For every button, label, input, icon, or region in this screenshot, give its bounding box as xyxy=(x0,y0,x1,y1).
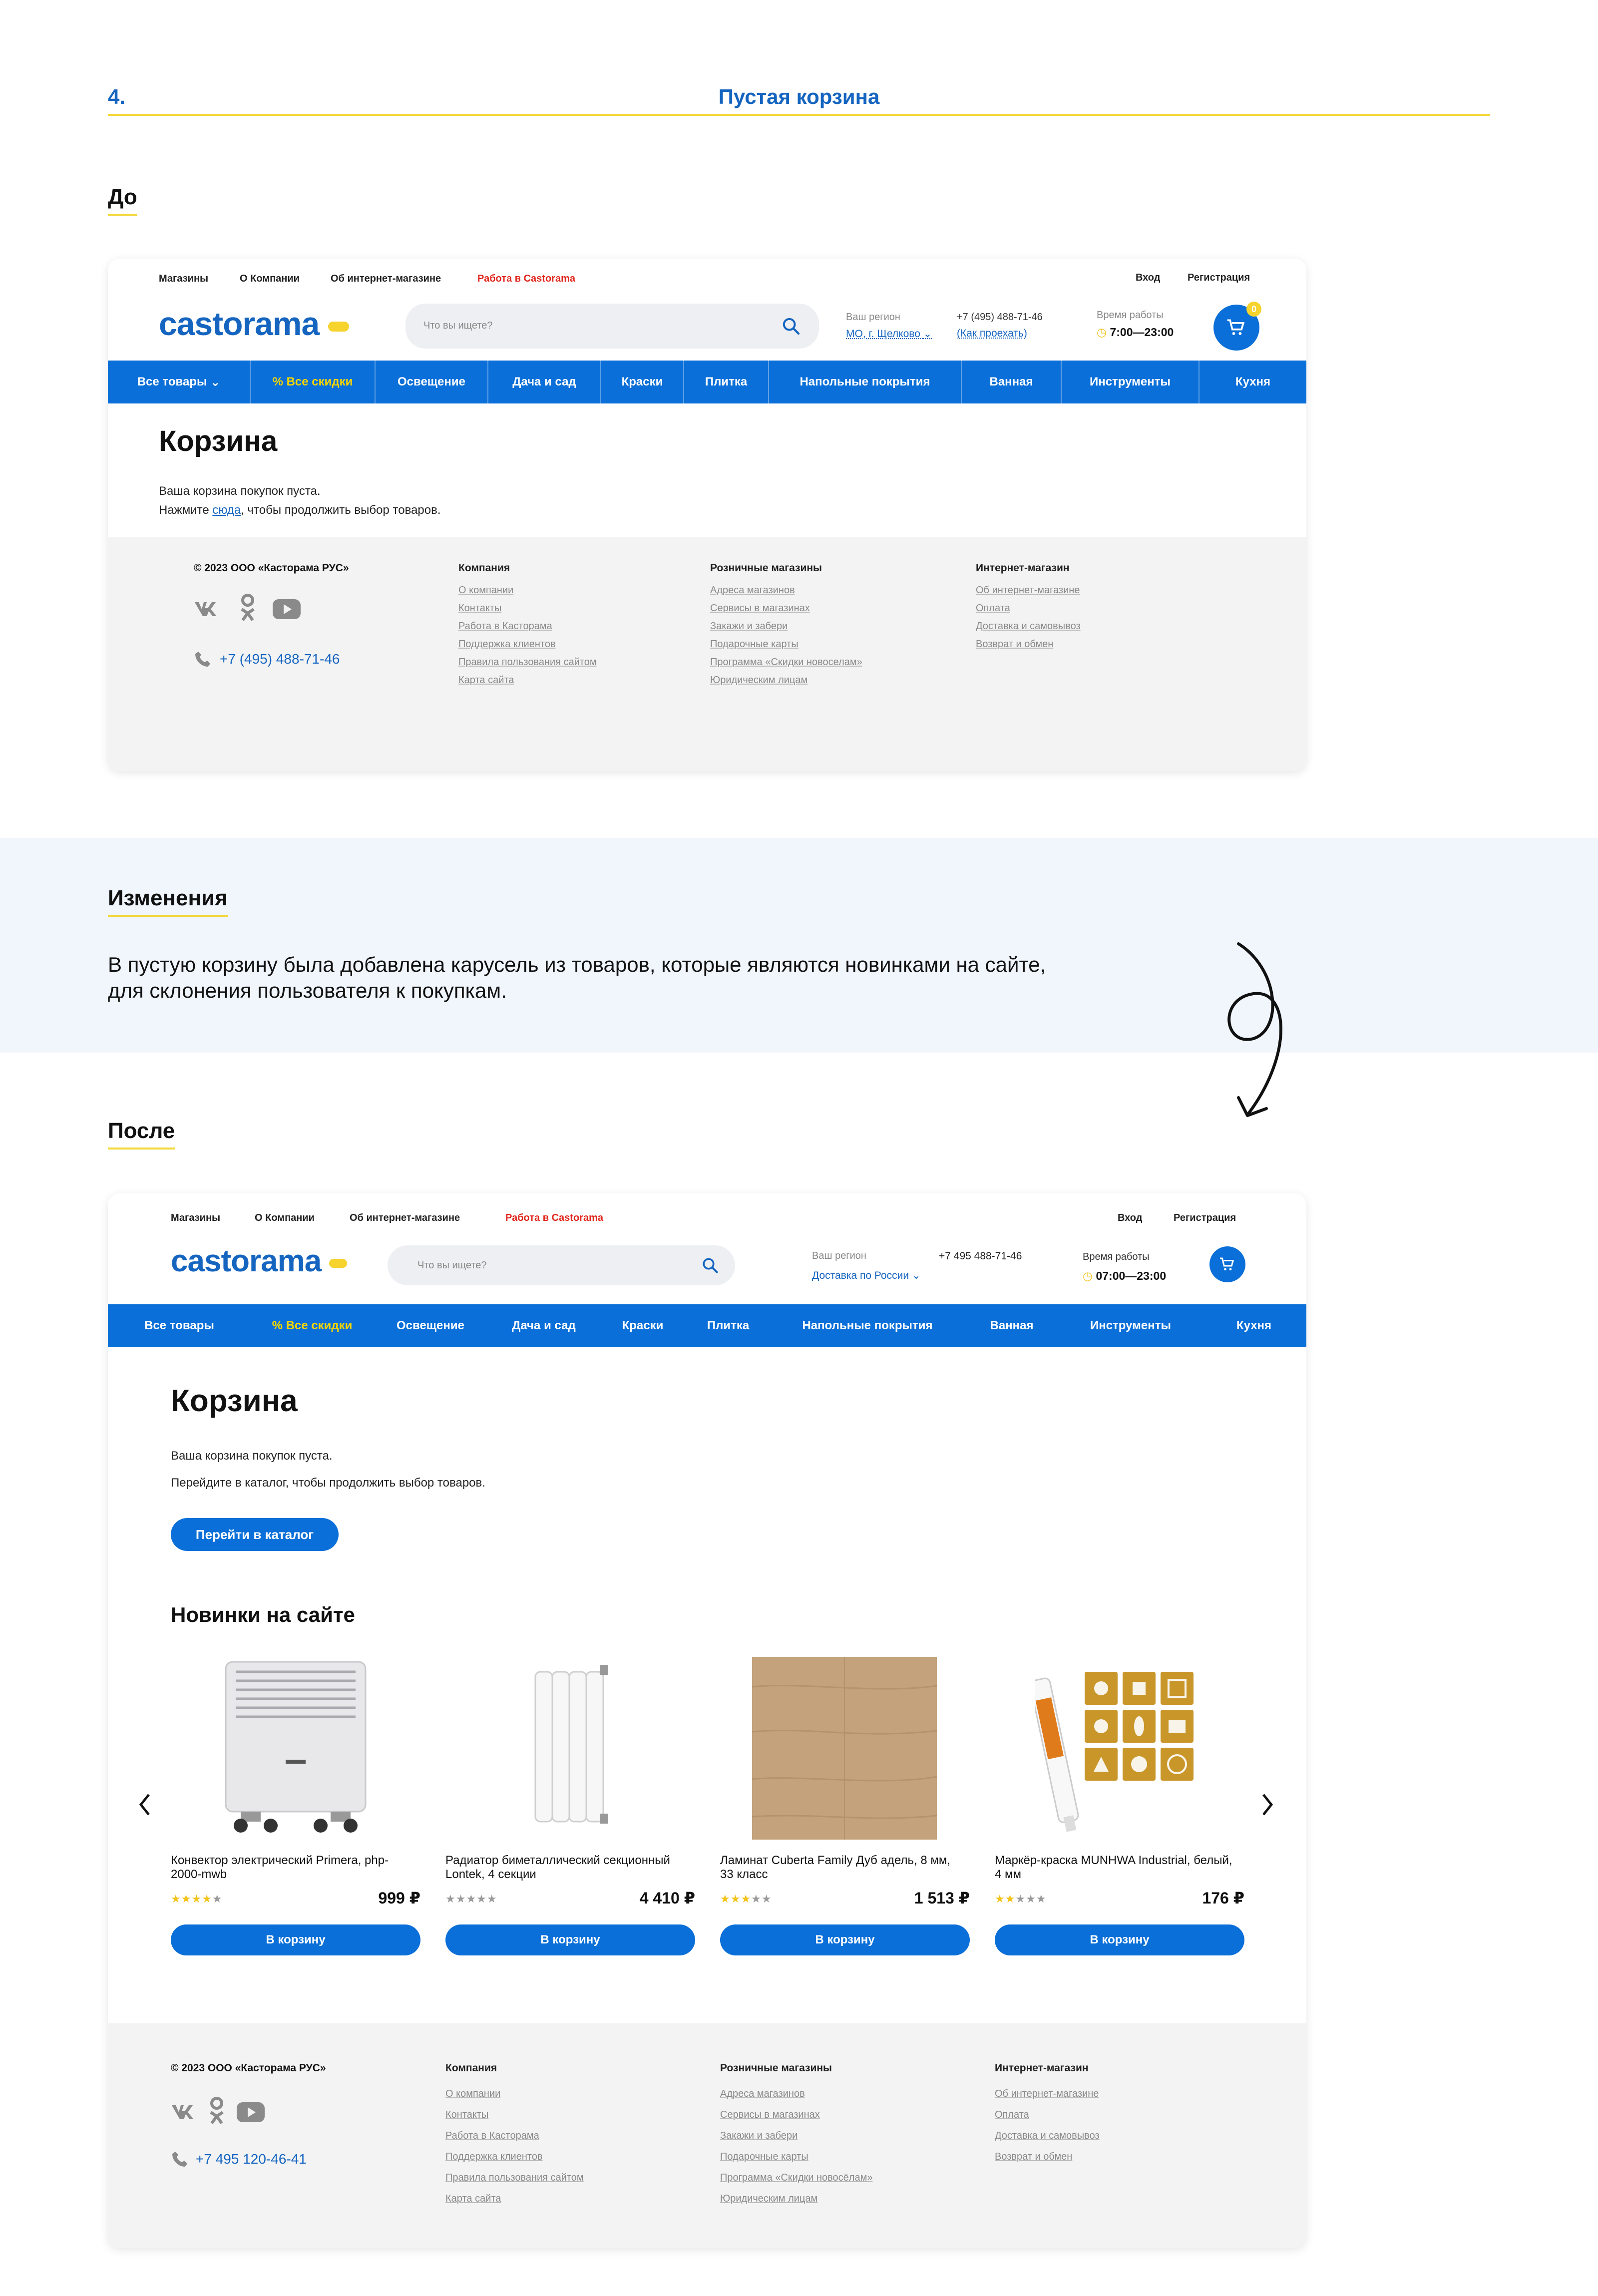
section-number: 4. xyxy=(108,85,126,108)
footer-link[interactable]: Адреса магазинов xyxy=(710,585,795,596)
footer-link[interactable]: Правила пользования сайтом xyxy=(458,657,597,668)
footer-link[interactable]: Работа в Касторама xyxy=(458,621,552,632)
topnav-company[interactable]: О Компании xyxy=(255,1212,315,1223)
footer-link[interactable]: Работа в Касторама xyxy=(445,2130,539,2141)
youtube-icon[interactable] xyxy=(273,599,301,619)
menu-lighting[interactable]: Освещение xyxy=(397,1319,464,1332)
add-to-cart-button[interactable]: В корзину xyxy=(720,1924,970,1955)
search-icon[interactable] xyxy=(781,316,801,336)
footer-link[interactable]: Об интернет-магазине xyxy=(995,2088,1099,2099)
search-input[interactable] xyxy=(388,1245,735,1285)
footer-link[interactable]: Оплата xyxy=(995,2109,1029,2120)
footer-link[interactable]: Программа «Скидки новоселам» xyxy=(710,657,862,668)
footer-link[interactable]: Юридическим лицам xyxy=(720,2193,818,2204)
menu-paints[interactable]: Краски xyxy=(601,361,684,403)
footer-link[interactable]: Сервисы в магазинах xyxy=(710,603,810,614)
product-title[interactable]: Конвектор электрический Primera, php-2000-mwb xyxy=(171,1854,389,1881)
menu-flooring[interactable]: Напольные покрытия xyxy=(769,361,962,403)
search-input[interactable] xyxy=(405,304,819,349)
convector-heater-image[interactable] xyxy=(221,1657,371,1837)
footer xyxy=(108,2023,1306,2248)
footer-link[interactable]: Контакты xyxy=(458,603,502,614)
search-placeholder: Что вы ищете? xyxy=(417,1260,487,1271)
footer-link[interactable]: Адреса магазинов xyxy=(720,2088,805,2099)
before-label: До xyxy=(108,185,137,210)
product-rating: ★★★★★ xyxy=(445,1893,497,1905)
footer-link[interactable]: Сервисы в магазинах xyxy=(720,2109,820,2120)
product-card[interactable] xyxy=(445,1657,695,1881)
directions-link[interactable]: (Как проехать) xyxy=(957,328,1027,339)
footer-online-title: Интернет-магазин xyxy=(995,2062,1089,2074)
menu-tools[interactable]: Инструменты xyxy=(1090,1319,1172,1332)
menu-discounts[interactable]: % Все скидки xyxy=(251,361,376,403)
region-selector[interactable]: МО, г. Щелково ⌄ xyxy=(846,328,932,340)
paint-marker-image[interactable] xyxy=(1035,1667,1204,1837)
product-title[interactable]: Радиатор биметаллический секционный Lontek, 4 секции xyxy=(445,1854,670,1881)
add-to-cart-button[interactable]: В корзину xyxy=(995,1924,1244,1955)
menu-tools[interactable]: Инструменты xyxy=(1062,361,1199,403)
footer xyxy=(108,537,1306,771)
carousel-prev-icon[interactable] xyxy=(137,1793,153,1817)
footer-online-column xyxy=(976,562,1081,653)
product-title[interactable]: Ламинат Cuberta Family Дуб адель, 8 мм, 33 класс xyxy=(720,1854,951,1881)
menu-bathroom[interactable]: Ванная xyxy=(990,1319,1034,1332)
region-label: Ваш регион xyxy=(846,312,900,323)
clock-icon: ◷ xyxy=(1083,1269,1093,1282)
product-rating: ★★★★★ xyxy=(995,1893,1047,1905)
after-screenshot xyxy=(108,1193,1306,2248)
chevron-down-icon: ⌄ xyxy=(923,328,932,340)
product-price: 176 ₽ xyxy=(1202,1889,1244,1907)
phone-icon xyxy=(171,2150,189,2168)
cart-button[interactable] xyxy=(1209,1246,1245,1282)
footer-link[interactable]: О компании xyxy=(445,2088,501,2099)
product-title[interactable]: Маркёр-краска MUNHWA Industrial, белый, 4 мм xyxy=(995,1854,1232,1881)
add-to-cart-button[interactable]: В корзину xyxy=(171,1924,420,1955)
product-price: 999 ₽ xyxy=(378,1889,420,1907)
footer-link[interactable]: О компании xyxy=(458,585,514,596)
topnav-jobs[interactable]: Работа в Castorama xyxy=(477,273,575,284)
menu-garden[interactable]: Дача и сад xyxy=(488,361,601,403)
page-title: Корзина xyxy=(159,425,278,457)
hours-label: Время работы xyxy=(1083,1251,1150,1262)
category-menu xyxy=(108,361,1306,403)
footer-phone[interactable]: +7 495 120-46-41 xyxy=(196,2151,307,2167)
menu-tiles[interactable]: Плитка xyxy=(707,1319,750,1332)
laminate-image[interactable] xyxy=(752,1657,937,1840)
register-link[interactable]: Регистрация xyxy=(1174,1212,1236,1223)
footer-link[interactable]: Правила пользования сайтом xyxy=(445,2172,584,2183)
region-label: Ваш регион xyxy=(812,1250,866,1261)
footer-link[interactable]: Закажи и забери xyxy=(710,621,788,632)
topnav-online-shop[interactable]: Об интернет-магазине xyxy=(331,273,441,284)
product-rating: ★★★★★ xyxy=(720,1893,772,1905)
category-menu xyxy=(108,1304,1306,1347)
curly-arrow-icon xyxy=(1208,939,1313,1124)
footer-link[interactable]: Программа «Скидки новосёлам» xyxy=(720,2172,873,2183)
copyright: © 2023 ООО «Касторама РУС» xyxy=(194,562,349,574)
cart-button[interactable] xyxy=(1213,305,1259,351)
menu-garden[interactable]: Дача и сад xyxy=(512,1319,576,1332)
changes-description: В пустую корзину была добавлена карусель из товаров, которые являются новинками на сайте, для склонения пользователя к покупкам. xyxy=(108,953,1046,1002)
footer-company-title: Компания xyxy=(445,2062,497,2074)
menu-discounts[interactable]: % Все скидки xyxy=(272,1319,353,1332)
menu-bathroom[interactable]: Ванная xyxy=(962,361,1062,403)
footer-retail-title: Розничные магазины xyxy=(720,2062,832,2074)
castorama-logo[interactable]: castorama xyxy=(171,1243,347,1279)
cart-icon xyxy=(1218,1255,1236,1273)
menu-kitchen[interactable]: Кухня xyxy=(1235,375,1271,388)
search-icon[interactable] xyxy=(701,1256,719,1274)
product-card[interactable] xyxy=(995,1657,1244,1881)
footer-company-title: Компания xyxy=(458,562,510,574)
footer-link[interactable]: Доставка и самовывоз xyxy=(995,2130,1100,2141)
phone-icon xyxy=(194,650,212,668)
working-hours: ◷ 7:00—23:00 xyxy=(1097,326,1174,339)
footer-link[interactable]: Карта сайта xyxy=(458,675,514,686)
add-to-cart-button[interactable]: В корзину xyxy=(445,1924,695,1955)
topnav-stores[interactable]: Магазины xyxy=(171,1212,221,1223)
before-screenshot xyxy=(108,259,1306,771)
continue-hint: Нажмите сюда, чтобы продолжить выбор товаров. xyxy=(159,503,441,517)
footer-link[interactable]: Контакты xyxy=(445,2109,489,2120)
cart-count-badge: 0 xyxy=(1246,302,1261,317)
changes-label: Изменения xyxy=(108,886,228,911)
odnoklassniki-icon[interactable] xyxy=(208,2096,226,2124)
product-rating: ★★★★★ xyxy=(171,1893,223,1905)
footer-link[interactable]: Возврат и обмен xyxy=(976,639,1054,650)
empty-cart-text: Ваша корзина покупок пуста. xyxy=(171,1449,333,1463)
copyright: © 2023 ООО «Касторама РУС» xyxy=(171,2062,326,2074)
login-link[interactable]: Вход xyxy=(1118,1212,1143,1223)
header-phone[interactable]: +7 495 488-71-46 xyxy=(939,1250,1022,1262)
radiator-image[interactable] xyxy=(530,1662,610,1832)
go-to-catalog-button[interactable]: Перейти в каталог xyxy=(171,1518,339,1551)
menu-paints[interactable]: Краски xyxy=(622,1319,664,1332)
login-link[interactable]: Вход xyxy=(1136,272,1161,283)
vk-icon[interactable] xyxy=(171,2102,199,2120)
region-selector[interactable]: Доставка по России ⌄ xyxy=(812,1270,921,1281)
continue-hint: Перейдите в каталог, чтобы продолжить выбор товаров. xyxy=(171,1476,485,1490)
topnav-company[interactable]: О Компании xyxy=(240,273,300,284)
footer-link[interactable]: Поддержка клиентов xyxy=(458,639,556,650)
header-phone[interactable]: +7 (495) 488-71-46 xyxy=(957,312,1043,323)
footer-retail-column xyxy=(710,562,862,689)
continue-link[interactable]: сюда xyxy=(212,503,241,517)
page-title: Корзина xyxy=(171,1384,298,1418)
menu-all-products[interactable]: Все товары xyxy=(144,1319,214,1332)
footer-phone[interactable]: +7 (495) 488-71-46 xyxy=(220,651,340,667)
empty-cart-text: Ваша корзина покупок пуста. xyxy=(159,484,321,498)
section-divider xyxy=(108,114,1490,116)
topnav-online-shop[interactable]: Об интернет-магазине xyxy=(350,1212,460,1223)
topnav-jobs[interactable]: Работа в Castorama xyxy=(505,1212,603,1223)
hours-label: Время работы xyxy=(1097,310,1164,321)
topnav-stores[interactable]: Магазины xyxy=(159,273,209,284)
footer-online-title: Интернет-магазин xyxy=(976,562,1070,574)
after-label: После xyxy=(108,1119,175,1144)
youtube-icon[interactable] xyxy=(237,2102,265,2122)
footer-link[interactable]: Закажи и забери xyxy=(720,2130,798,2141)
footer-link[interactable]: Оплата xyxy=(976,603,1010,614)
product-price: 4 410 ₽ xyxy=(639,1889,695,1907)
footer-link[interactable]: Поддержка клиентов xyxy=(445,2151,543,2162)
footer-retail-title: Розничные магазины xyxy=(710,562,822,574)
footer-company-column xyxy=(445,2062,584,2209)
product-card[interactable] xyxy=(720,1657,970,1881)
menu-flooring[interactable]: Напольные покрытия xyxy=(802,1319,933,1332)
cart-icon xyxy=(1225,317,1247,339)
search-placeholder: Что вы ищете? xyxy=(423,320,493,331)
odnoklassniki-icon[interactable] xyxy=(239,593,257,621)
menu-lighting[interactable]: Освещение xyxy=(376,361,488,403)
footer-company-column xyxy=(458,562,597,689)
footer-link[interactable]: Доставка и самовывоз xyxy=(976,621,1081,632)
chevron-down-icon: ⌄ xyxy=(911,1270,921,1281)
register-link[interactable]: Регистрация xyxy=(1188,272,1250,283)
product-card[interactable] xyxy=(171,1657,420,1881)
footer-link[interactable]: Возврат и обмен xyxy=(995,2151,1073,2162)
menu-kitchen[interactable]: Кухня xyxy=(1236,1319,1272,1332)
clock-icon: ◷ xyxy=(1097,326,1107,339)
menu-all-products[interactable]: Все товары ⌄ xyxy=(108,361,251,403)
working-hours: ◷ 07:00—23:00 xyxy=(1083,1269,1167,1282)
footer-link[interactable]: Карта сайта xyxy=(445,2193,501,2204)
menu-tiles[interactable]: Плитка xyxy=(684,361,769,403)
castorama-logo[interactable]: castorama xyxy=(159,305,349,343)
footer-link[interactable]: Об интернет-магазине xyxy=(976,585,1080,596)
footer-link[interactable]: Подарочные карты xyxy=(710,639,799,650)
carousel-next-icon[interactable] xyxy=(1259,1793,1275,1817)
new-products-title: Новинки на сайте xyxy=(171,1603,355,1626)
footer-online-column xyxy=(995,2062,1100,2167)
footer-link[interactable]: Юридическим лицам xyxy=(710,675,808,686)
product-price: 1 513 ₽ xyxy=(914,1889,970,1907)
footer-retail-column xyxy=(720,2062,872,2209)
section-title: Пустая корзина xyxy=(718,85,880,108)
footer-link[interactable]: Подарочные карты xyxy=(720,2151,808,2162)
vk-icon[interactable] xyxy=(194,599,222,617)
changes-band xyxy=(0,838,1598,1053)
